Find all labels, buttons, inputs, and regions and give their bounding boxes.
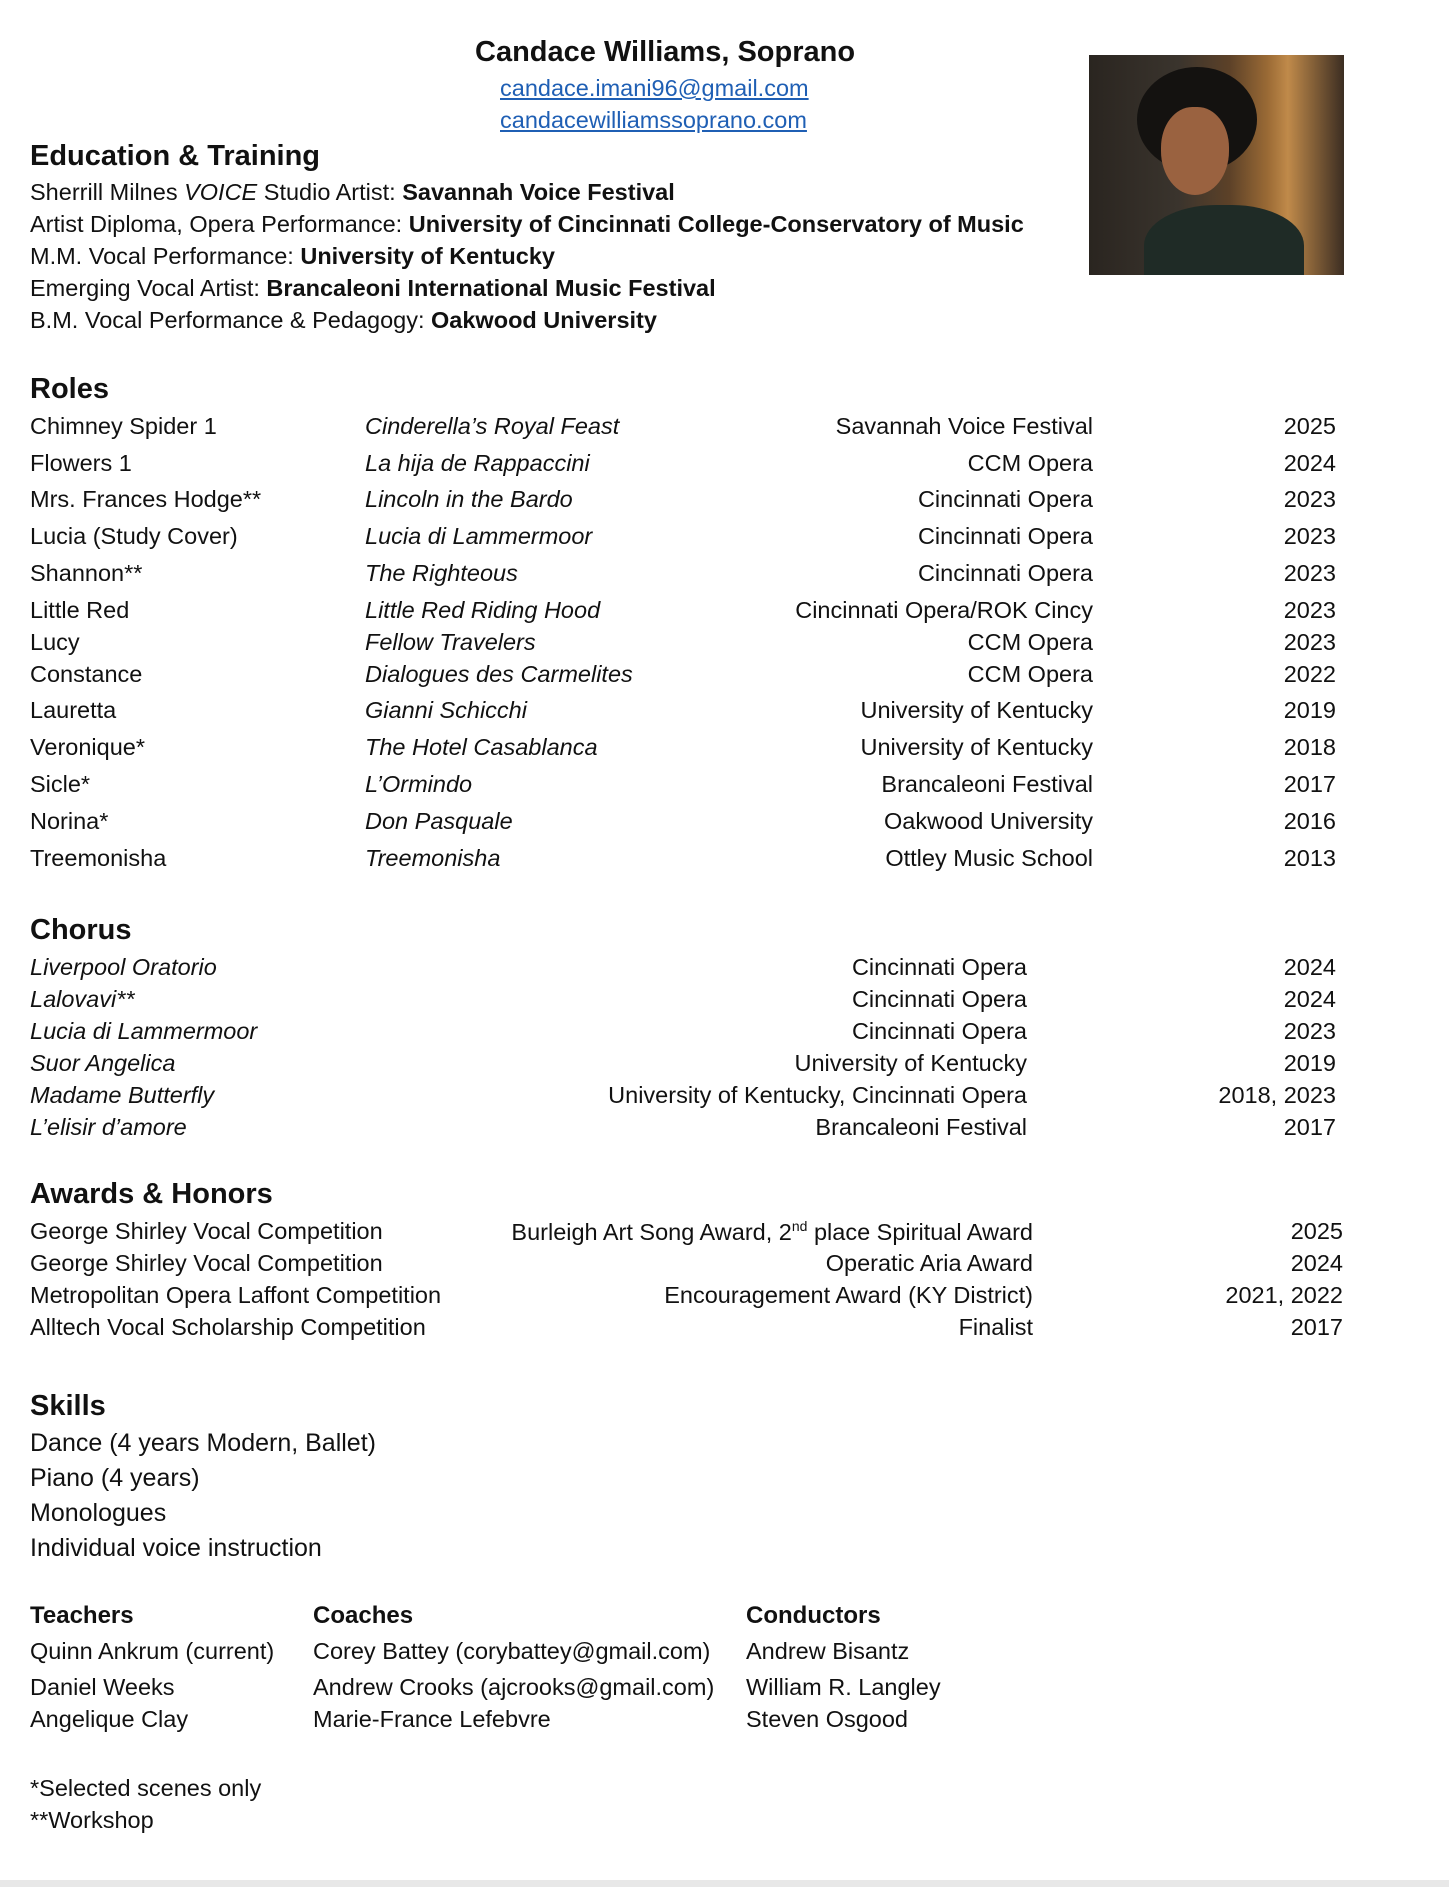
role-opera: Dialogues des Carmelites xyxy=(365,661,633,687)
chorus-company: University of Kentucky xyxy=(794,1050,1027,1076)
chorus-opera: L’elisir d’amore xyxy=(30,1114,187,1140)
role-company: Oakwood University xyxy=(884,808,1093,834)
role-company: CCM Opera xyxy=(967,661,1093,687)
award-year: 2017 xyxy=(1290,1314,1343,1340)
role-opera: Lucia di Lammermoor xyxy=(365,523,593,549)
role-company: Cincinnati Opera xyxy=(917,486,1093,512)
role-opera: The Righteous xyxy=(365,560,518,586)
role-company: Cincinnati Opera xyxy=(917,523,1093,549)
award-name-text: Operatic Aria Award xyxy=(825,1250,1033,1276)
roles-heading: Roles xyxy=(30,373,109,405)
role-year: 2019 xyxy=(1283,697,1336,723)
chorus-company: Cincinnati Opera xyxy=(851,1018,1027,1044)
chorus-year: 2019 xyxy=(1283,1050,1336,1076)
chorus-opera: Suor Angelica xyxy=(30,1050,176,1076)
education-italic: VOICE xyxy=(184,179,258,205)
role-opera: L’Ormindo xyxy=(365,771,473,797)
chorus-year: 2017 xyxy=(1283,1114,1336,1140)
role-name: Flowers 1 xyxy=(30,450,132,476)
role-year: 2025 xyxy=(1283,413,1336,439)
role-year: 2023 xyxy=(1283,629,1336,655)
chorus-year: 2024 xyxy=(1283,954,1336,980)
chorus-heading: Chorus xyxy=(30,914,132,946)
teacher-name: Quinn Ankrum (current) xyxy=(30,1638,275,1664)
role-year: 2018 xyxy=(1283,734,1336,760)
role-name: Lucia (Study Cover) xyxy=(30,523,238,549)
page-title: Candace Williams, Soprano xyxy=(475,36,856,68)
role-name: Treemonisha xyxy=(30,845,167,871)
role-company: Savannah Voice Festival xyxy=(835,413,1093,439)
role-opera: Fellow Travelers xyxy=(365,629,536,655)
role-name: Lucy xyxy=(30,629,80,655)
chorus-year: 2024 xyxy=(1283,986,1336,1012)
teacher-name: Daniel Weeks xyxy=(30,1674,175,1700)
role-name: Constance xyxy=(30,661,143,687)
role-name: Chimney Spider 1 xyxy=(30,413,217,439)
teacher-name: Angelique Clay xyxy=(30,1706,189,1732)
role-name: Veronique* xyxy=(30,734,145,760)
education-item xyxy=(30,307,657,334)
chorus-year: 2023 xyxy=(1283,1018,1336,1044)
role-opera: Little Red Riding Hood xyxy=(365,597,601,623)
email-link[interactable]: candace.imani96@gmail.com xyxy=(500,75,809,101)
role-year: 2024 xyxy=(1283,450,1336,476)
conductor-name: Steven Osgood xyxy=(746,1706,908,1732)
award-year: 2024 xyxy=(1290,1250,1343,1276)
role-name: Norina* xyxy=(30,808,109,834)
education-institution: Oakwood University xyxy=(431,307,657,333)
conductor-name: William R. Langley xyxy=(746,1674,941,1700)
role-opera: Cinderella’s Royal Feast xyxy=(365,413,620,439)
chorus-company: Cincinnati Opera xyxy=(851,954,1027,980)
role-company: University of Kentucky xyxy=(860,697,1093,723)
role-name: Mrs. Frances Hodge** xyxy=(30,486,262,512)
teachers-heading: Teachers xyxy=(30,1602,134,1629)
education-item xyxy=(30,179,675,206)
award-name-text: Burleigh Art Song Award, 2 xyxy=(511,1218,792,1245)
education-item xyxy=(30,243,555,270)
role-year: 2022 xyxy=(1283,661,1336,687)
role-year: 2023 xyxy=(1283,560,1336,586)
education-institution: Savannah Voice Festival xyxy=(402,179,675,205)
role-name: Lauretta xyxy=(30,697,117,723)
education-institution: University of Cincinnati College-Conservatory of Music xyxy=(408,211,1024,237)
award-competition: George Shirley Vocal Competition xyxy=(30,1218,383,1244)
skill-item: Piano (4 years) xyxy=(30,1464,200,1492)
footnote: *Selected scenes only xyxy=(30,1775,262,1801)
education-heading: Education & Training xyxy=(30,140,321,172)
award-year: 2021, 2022 xyxy=(1225,1282,1343,1308)
award-name-text: Finalist xyxy=(958,1314,1033,1340)
education-institution: Brancaleoni International Music Festival xyxy=(266,275,716,301)
award-name-text: Encouragement Award (KY District) xyxy=(664,1282,1033,1308)
conductors-heading: Conductors xyxy=(746,1602,881,1629)
role-year: 2016 xyxy=(1283,808,1336,834)
award-competition: Metropolitan Opera Laffont Competition xyxy=(30,1282,442,1308)
role-opera: La hija de Rappaccini xyxy=(365,450,590,476)
role-year: 2013 xyxy=(1283,845,1336,871)
award-superscript: nd xyxy=(791,1218,808,1234)
role-name: Little Red xyxy=(30,597,130,623)
page-bottom-edge xyxy=(0,1880,1449,1887)
role-opera: Treemonisha xyxy=(365,845,501,871)
portrait-photo xyxy=(1089,55,1344,275)
role-company: CCM Opera xyxy=(967,450,1093,476)
chorus-opera: Liverpool Oratorio xyxy=(30,954,217,980)
skills-heading: Skills xyxy=(30,1390,106,1422)
role-company: University of Kentucky xyxy=(860,734,1093,760)
chorus-opera: Lucia di Lammermoor xyxy=(30,1018,258,1044)
education-post: Studio Artist: xyxy=(257,179,403,205)
role-company: Brancaleoni Festival xyxy=(881,771,1093,797)
website-link[interactable]: candacewilliamssoprano.com xyxy=(500,107,807,133)
role-opera: Lincoln in the Bardo xyxy=(365,486,573,512)
coache-name: Corey Battey (corybattey@gmail.com) xyxy=(313,1638,711,1664)
coache-name: Marie-France Lefebvre xyxy=(313,1706,551,1732)
role-year: 2023 xyxy=(1283,523,1336,549)
education-pre: M.M. Vocal Performance: xyxy=(30,243,301,269)
conductor-name: Andrew Bisantz xyxy=(746,1638,910,1664)
award-name xyxy=(826,1250,1033,1277)
role-year: 2023 xyxy=(1283,597,1336,623)
skill-item: Dance (4 years Modern, Ballet) xyxy=(30,1429,376,1457)
education-pre: B.M. Vocal Performance & Pedagogy: xyxy=(30,307,432,333)
award-competition: Alltech Vocal Scholarship Competition xyxy=(30,1314,426,1340)
chorus-opera: Madame Butterfly xyxy=(30,1082,215,1108)
education-institution: University of Kentucky xyxy=(300,243,555,269)
education-pre: Artist Diploma, Opera Performance: xyxy=(30,211,409,237)
chorus-company: University of Kentucky, Cincinnati Opera xyxy=(608,1082,1027,1108)
coaches-heading: Coaches xyxy=(313,1602,414,1629)
chorus-opera: Lalovavi** xyxy=(30,986,135,1012)
award-name xyxy=(959,1314,1033,1341)
coache-name: Andrew Crooks (ajcrooks@gmail.com) xyxy=(313,1674,715,1700)
role-year: 2023 xyxy=(1283,486,1336,512)
education-pre: Sherrill Milnes xyxy=(30,179,185,205)
role-company: Cincinnati Opera/ROK Cincy xyxy=(795,597,1093,623)
education-pre: Emerging Vocal Artist: xyxy=(30,275,267,301)
role-name: Shannon** xyxy=(30,560,143,586)
role-name: Sicle* xyxy=(30,771,91,797)
skill-item: Monologues xyxy=(30,1499,167,1527)
chorus-company: Cincinnati Opera xyxy=(851,986,1027,1012)
role-opera: Gianni Schicchi xyxy=(365,697,527,723)
education-item xyxy=(30,275,716,302)
award-year: 2025 xyxy=(1290,1218,1343,1244)
education-item xyxy=(30,211,1024,238)
award-competition: George Shirley Vocal Competition xyxy=(30,1250,383,1276)
role-company: Cincinnati Opera xyxy=(917,560,1093,586)
skill-item: Individual voice instruction xyxy=(30,1534,322,1562)
role-opera: The Hotel Casablanca xyxy=(365,734,598,760)
award-name xyxy=(664,1282,1033,1309)
award-name-suffix: place Spiritual Award xyxy=(807,1218,1033,1245)
role-company: CCM Opera xyxy=(967,629,1093,655)
chorus-year: 2018, 2023 xyxy=(1218,1082,1336,1108)
role-company: Ottley Music School xyxy=(885,845,1093,871)
chorus-company: Brancaleoni Festival xyxy=(815,1114,1027,1140)
role-year: 2017 xyxy=(1283,771,1336,797)
awards-heading: Awards & Honors xyxy=(30,1178,273,1210)
award-name xyxy=(511,1218,1033,1246)
role-opera: Don Pasquale xyxy=(365,808,513,834)
footnote: **Workshop xyxy=(30,1807,154,1833)
